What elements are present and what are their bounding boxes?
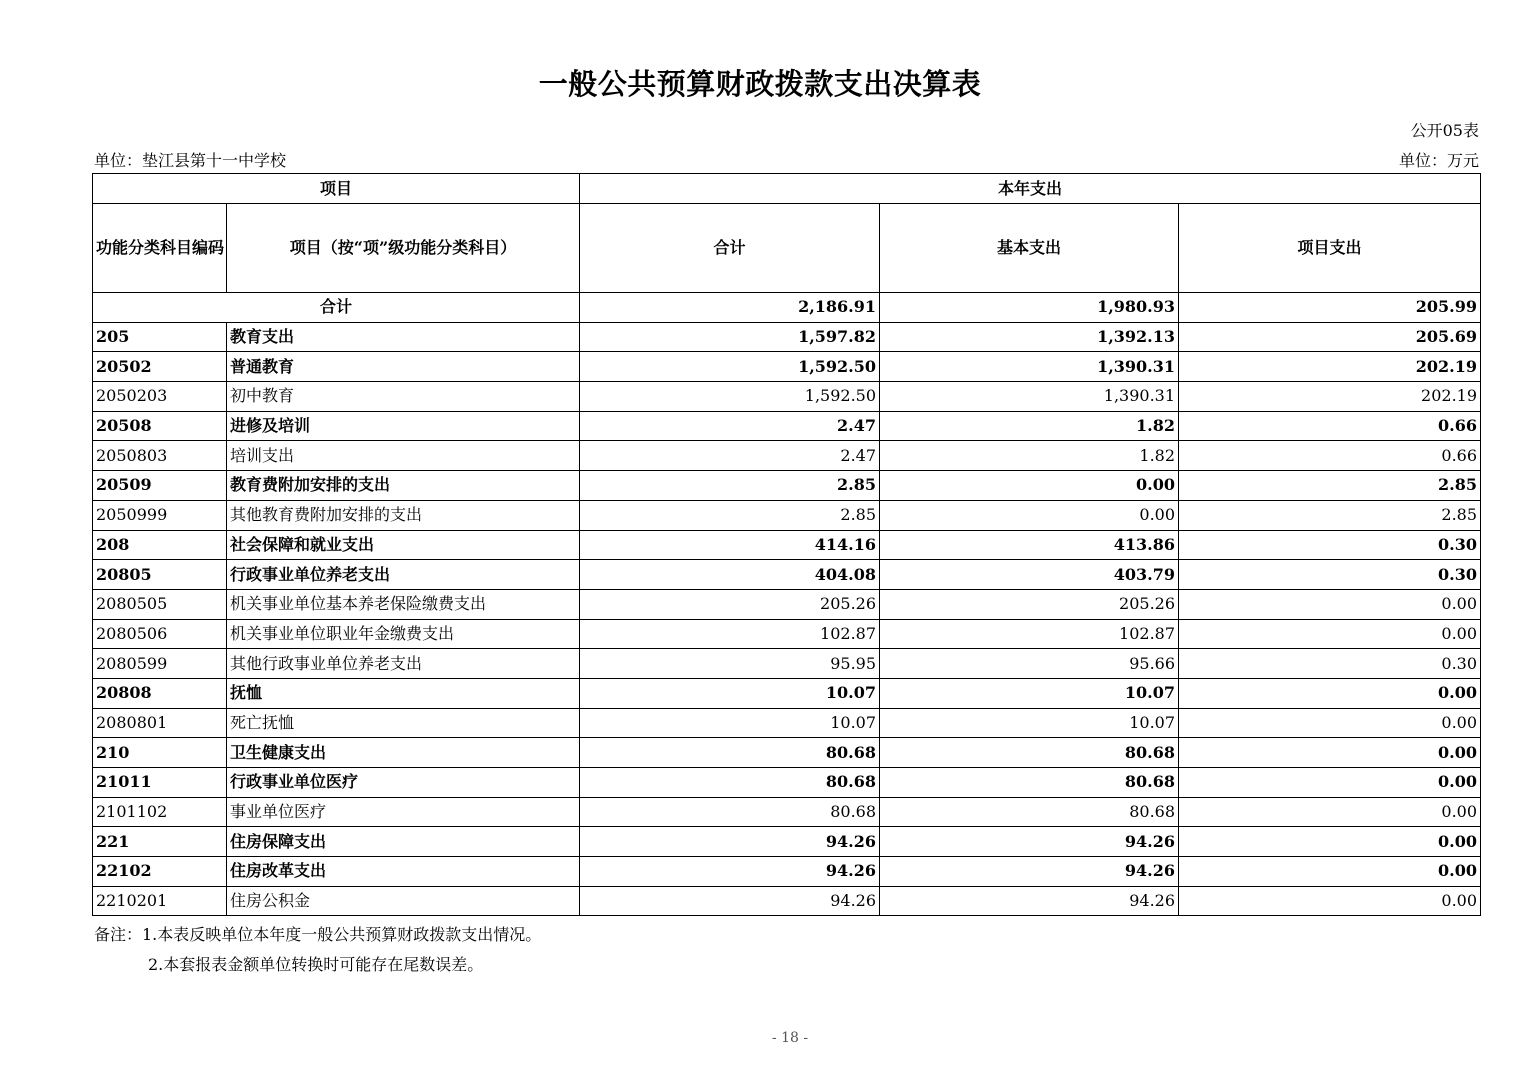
row-total: 80.68 bbox=[580, 768, 880, 798]
row-name: 行政事业单位养老支出 bbox=[227, 560, 580, 590]
row-total: 10.07 bbox=[580, 708, 880, 738]
row-code: 21011 bbox=[93, 768, 227, 798]
header-project: 项目 bbox=[93, 174, 580, 204]
row-name: 教育费附加安排的支出 bbox=[227, 471, 580, 501]
row-project: 0.00 bbox=[1179, 589, 1481, 619]
row-name: 培训支出 bbox=[227, 441, 580, 471]
currency-unit: 单位：万元 bbox=[1398, 151, 1479, 170]
row-basic: 80.68 bbox=[880, 738, 1179, 768]
row-basic: 94.26 bbox=[880, 827, 1179, 857]
row-name: 卫生健康支出 bbox=[227, 738, 580, 768]
row-name: 进修及培训 bbox=[227, 411, 580, 441]
row-name: 其他行政事业单位养老支出 bbox=[227, 649, 580, 679]
row-total: 414.16 bbox=[580, 530, 880, 560]
row-project: 0.00 bbox=[1179, 768, 1481, 798]
row-code: 221 bbox=[93, 827, 227, 857]
total-row bbox=[93, 293, 1481, 323]
row-name: 教育支出 bbox=[227, 322, 580, 352]
header-project-expenditure: 项目支出 bbox=[1179, 204, 1481, 293]
total-amount: 2,186.91 bbox=[580, 293, 880, 323]
row-total: 2.85 bbox=[580, 500, 880, 530]
row-total: 205.26 bbox=[580, 589, 880, 619]
row-project: 0.00 bbox=[1179, 857, 1481, 887]
row-code: 20808 bbox=[93, 678, 227, 708]
row-project: 0.66 bbox=[1179, 411, 1481, 441]
row-project: 0.00 bbox=[1179, 797, 1481, 827]
row-basic: 94.26 bbox=[880, 857, 1179, 887]
row-name: 机关事业单位基本养老保险缴费支出 bbox=[227, 589, 580, 619]
row-name: 死亡抚恤 bbox=[227, 708, 580, 738]
row-basic: 94.26 bbox=[880, 886, 1179, 916]
table-row bbox=[93, 768, 1481, 798]
expenditure-table bbox=[92, 173, 1481, 916]
row-code: 20509 bbox=[93, 471, 227, 501]
table-row bbox=[93, 708, 1481, 738]
table-row bbox=[93, 886, 1481, 916]
row-basic: 1,390.31 bbox=[880, 352, 1179, 382]
row-total: 404.08 bbox=[580, 560, 880, 590]
note-1: 备注：1.本表反映单位本年度一般公共预算财政拨款支出情况。 bbox=[94, 925, 542, 944]
row-project: 0.30 bbox=[1179, 560, 1481, 590]
row-basic: 1,390.31 bbox=[880, 382, 1179, 412]
table-row bbox=[93, 382, 1481, 412]
table-row bbox=[93, 827, 1481, 857]
row-name: 抚恤 bbox=[227, 678, 580, 708]
row-total: 1,592.50 bbox=[580, 352, 880, 382]
row-total: 94.26 bbox=[580, 886, 880, 916]
reporting-unit: 单位：垫江县第十一中学校 bbox=[94, 151, 287, 170]
header-total: 合计 bbox=[580, 204, 880, 293]
row-project: 202.19 bbox=[1179, 352, 1481, 382]
table-row bbox=[93, 471, 1481, 501]
row-project: 0.66 bbox=[1179, 441, 1481, 471]
row-project: 0.00 bbox=[1179, 827, 1481, 857]
row-total: 10.07 bbox=[580, 678, 880, 708]
row-code: 2080505 bbox=[93, 589, 227, 619]
row-total: 94.26 bbox=[580, 827, 880, 857]
row-total: 102.87 bbox=[580, 619, 880, 649]
header-this-year: 本年支出 bbox=[580, 174, 1481, 204]
row-code: 2050203 bbox=[93, 382, 227, 412]
row-basic: 10.07 bbox=[880, 708, 1179, 738]
header-item: 项目（按“项”级功能分类科目） bbox=[227, 204, 580, 293]
row-total: 80.68 bbox=[580, 738, 880, 768]
header-code: 功能分类科目编码 bbox=[93, 204, 227, 293]
row-code: 2101102 bbox=[93, 797, 227, 827]
row-project: 0.00 bbox=[1179, 738, 1481, 768]
row-project: 0.30 bbox=[1179, 530, 1481, 560]
row-total: 1,597.82 bbox=[580, 322, 880, 352]
row-basic: 80.68 bbox=[880, 768, 1179, 798]
table-row bbox=[93, 530, 1481, 560]
row-project: 205.69 bbox=[1179, 322, 1481, 352]
page-title: 一般公共预算财政拨款支出决算表 bbox=[538, 67, 982, 101]
row-basic: 80.68 bbox=[880, 797, 1179, 827]
row-code: 208 bbox=[93, 530, 227, 560]
row-name: 社会保障和就业支出 bbox=[227, 530, 580, 560]
row-code: 2050999 bbox=[93, 500, 227, 530]
note-2: 2.本套报表金额单位转换时可能存在尾数误差。 bbox=[148, 955, 484, 974]
row-project: 0.00 bbox=[1179, 678, 1481, 708]
row-basic: 1,392.13 bbox=[880, 322, 1179, 352]
row-project: 0.00 bbox=[1179, 708, 1481, 738]
row-total: 2.85 bbox=[580, 471, 880, 501]
row-project: 202.19 bbox=[1179, 382, 1481, 412]
header-basic: 基本支出 bbox=[880, 204, 1179, 293]
row-total: 94.26 bbox=[580, 857, 880, 887]
table-row bbox=[93, 322, 1481, 352]
table-row bbox=[93, 857, 1481, 887]
table-row bbox=[93, 649, 1481, 679]
table-row bbox=[93, 560, 1481, 590]
table-row bbox=[93, 500, 1481, 530]
table-row bbox=[93, 619, 1481, 649]
row-code: 2050803 bbox=[93, 441, 227, 471]
header-row-top bbox=[93, 174, 1481, 204]
row-project: 0.00 bbox=[1179, 886, 1481, 916]
row-name: 行政事业单位医疗 bbox=[227, 768, 580, 798]
row-name: 其他教育费附加安排的支出 bbox=[227, 500, 580, 530]
page-number: - 18 - bbox=[771, 1030, 809, 1046]
row-basic: 413.86 bbox=[880, 530, 1179, 560]
row-code: 2080506 bbox=[93, 619, 227, 649]
header-row-sub bbox=[93, 204, 1481, 293]
row-project: 2.85 bbox=[1179, 471, 1481, 501]
row-name: 住房公积金 bbox=[227, 886, 580, 916]
table-row bbox=[93, 352, 1481, 382]
row-basic: 0.00 bbox=[880, 500, 1179, 530]
row-basic: 403.79 bbox=[880, 560, 1179, 590]
row-code: 2210201 bbox=[93, 886, 227, 916]
row-total: 80.68 bbox=[580, 797, 880, 827]
row-total: 1,592.50 bbox=[580, 382, 880, 412]
row-code: 22102 bbox=[93, 857, 227, 887]
row-code: 20805 bbox=[93, 560, 227, 590]
form-number: 公开05表 bbox=[1410, 121, 1479, 140]
row-basic: 205.26 bbox=[880, 589, 1179, 619]
row-basic: 102.87 bbox=[880, 619, 1179, 649]
table-row bbox=[93, 797, 1481, 827]
row-project: 2.85 bbox=[1179, 500, 1481, 530]
table-row bbox=[93, 678, 1481, 708]
row-code: 210 bbox=[93, 738, 227, 768]
table-row bbox=[93, 589, 1481, 619]
row-code: 20508 bbox=[93, 411, 227, 441]
row-name: 事业单位医疗 bbox=[227, 797, 580, 827]
row-basic: 1.82 bbox=[880, 441, 1179, 471]
row-basic: 10.07 bbox=[880, 678, 1179, 708]
row-total: 2.47 bbox=[580, 441, 880, 471]
row-code: 205 bbox=[93, 322, 227, 352]
row-name: 初中教育 bbox=[227, 382, 580, 412]
table-row bbox=[93, 441, 1481, 471]
row-name: 机关事业单位职业年金缴费支出 bbox=[227, 619, 580, 649]
row-project: 0.30 bbox=[1179, 649, 1481, 679]
row-code: 2080599 bbox=[93, 649, 227, 679]
row-total: 2.47 bbox=[580, 411, 880, 441]
total-label: 合计 bbox=[93, 293, 580, 323]
total-basic: 1,980.93 bbox=[880, 293, 1179, 323]
row-project: 0.00 bbox=[1179, 619, 1481, 649]
table-body bbox=[93, 293, 1481, 916]
row-basic: 1.82 bbox=[880, 411, 1179, 441]
row-total: 95.95 bbox=[580, 649, 880, 679]
total-project: 205.99 bbox=[1179, 293, 1481, 323]
table-row bbox=[93, 411, 1481, 441]
row-code: 20502 bbox=[93, 352, 227, 382]
row-name: 普通教育 bbox=[227, 352, 580, 382]
row-basic: 95.66 bbox=[880, 649, 1179, 679]
table-row bbox=[93, 738, 1481, 768]
row-code: 2080801 bbox=[93, 708, 227, 738]
row-name: 住房保障支出 bbox=[227, 827, 580, 857]
row-basic: 0.00 bbox=[880, 471, 1179, 501]
row-name: 住房改革支出 bbox=[227, 857, 580, 887]
